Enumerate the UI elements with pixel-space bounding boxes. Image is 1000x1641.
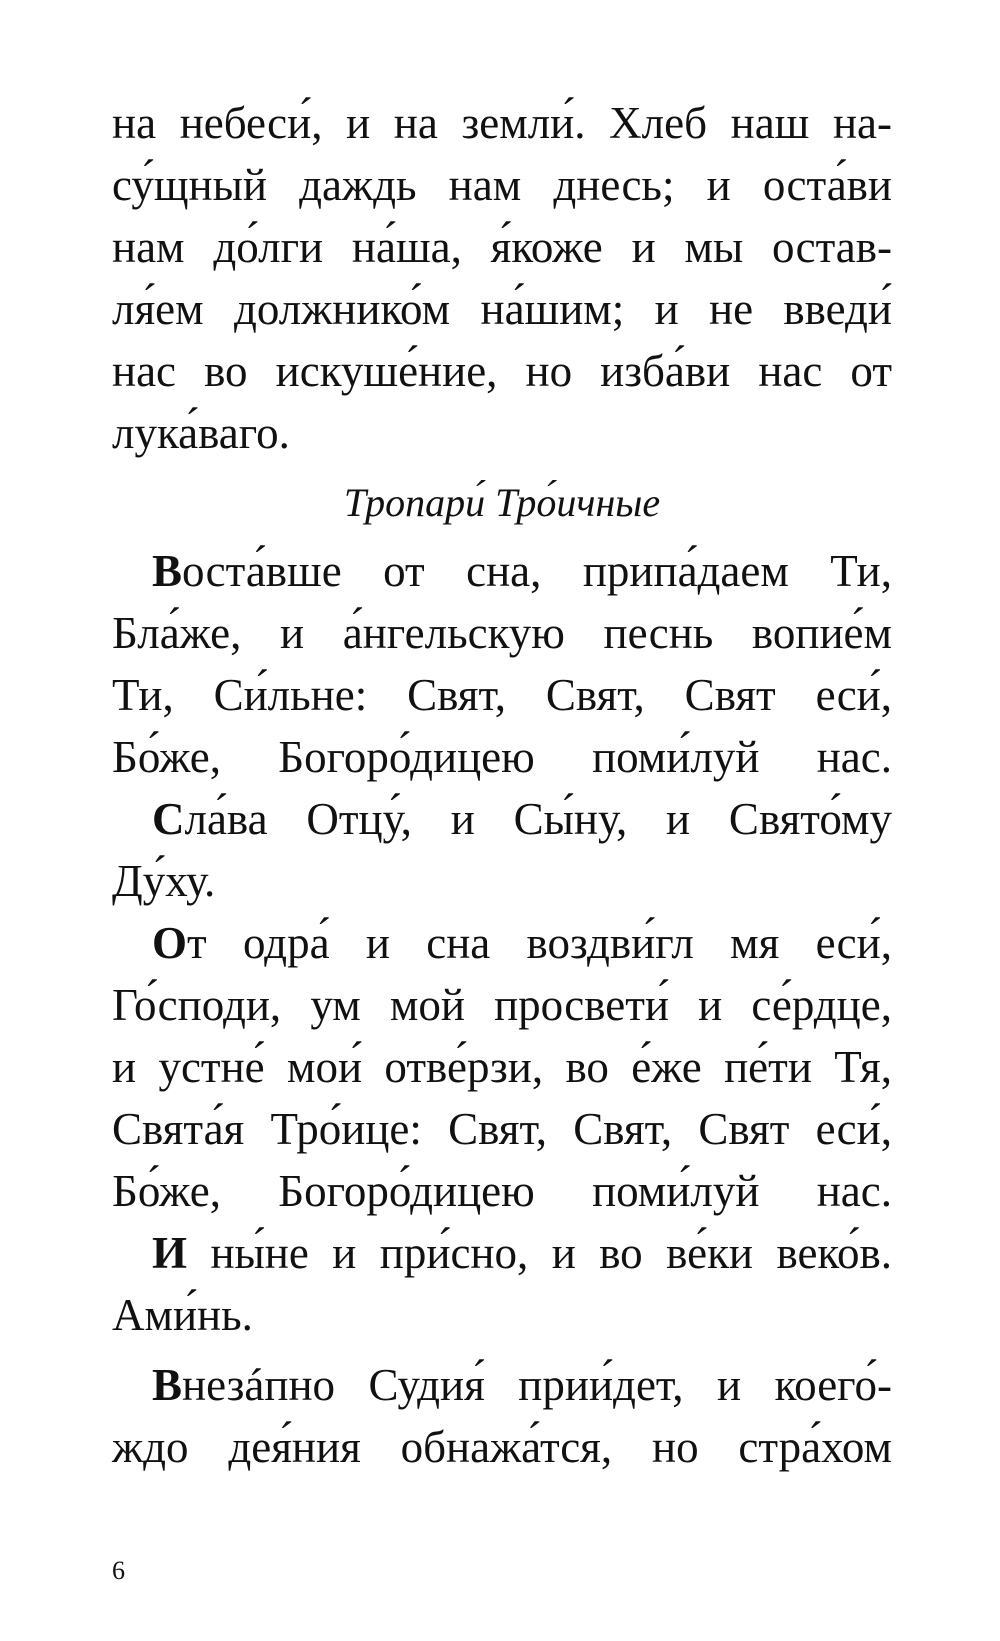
text-line: ждо дея́ния обнажа́тся, но стра́хом [112, 1422, 892, 1472]
text-line [112, 1354, 892, 1416]
text-line [112, 788, 892, 850]
text-line: Бо́же, Богоро́дицею поми́луй нас. [112, 732, 892, 782]
text-line: Ду́ху. [112, 856, 216, 906]
text-line: ля́ем должнико́м на́шим; и не введи́ [112, 284, 892, 334]
text-line: Свята́я Тро́ице: Свят, Свят, Свят еси́, [112, 1104, 892, 1154]
drop-initial: В [152, 546, 183, 596]
troparion-glory [112, 788, 892, 912]
text-line: нам до́лги на́ша, я́коже и мы остав- [112, 222, 892, 272]
troparion-1 [112, 540, 892, 788]
troparion-2 [112, 912, 892, 1222]
text-line [112, 540, 892, 602]
text-line: Ти, Си́льне: Свят, Свят, Свят еси́, [112, 670, 892, 720]
text-line [112, 912, 892, 974]
text-line: Бо́же, Богоро́дицею поми́луй нас. [112, 1166, 892, 1216]
line-rest: незáпно Судия́ прии́дет, и коего́- [182, 1360, 892, 1410]
text-line [112, 1222, 892, 1284]
troparion-now [112, 1222, 892, 1346]
text-line: Ами́нь. [112, 1290, 253, 1340]
drop-initial: О [152, 918, 188, 968]
troparion-3 [112, 1354, 892, 1478]
section-heading: Тропари́ Тро́ичные [343, 480, 661, 525]
drop-initial: В [152, 1360, 183, 1410]
page-text [112, 92, 892, 1478]
text-line: нас во искуше́ние, но изба́ви нас от [112, 346, 892, 396]
text-line: на небеси́, и на земли́. Хлеб наш на- [112, 98, 892, 148]
line-rest: оста́вше от сна, припа́даем Ти, [182, 546, 892, 596]
line-rest: ла́ва Отцу́, и Сы́ну, и Свято́му [184, 794, 892, 844]
text-line: Го́споди, ум мой просвети́ и се́рдце, [112, 980, 892, 1030]
line-rest: т одра́ и сна воздви́гл мя еси́, [187, 918, 892, 968]
text-line: Бла́же, и а́нгельскую песнь вопие́м [112, 608, 892, 658]
drop-initial: С [152, 794, 185, 844]
text-line: су́щный даждь нам днесь; и оста́ви [112, 160, 892, 210]
line-rest: ны́не и при́сно, и во ве́ки веко́в. [187, 1228, 892, 1278]
drop-initial: И [152, 1228, 188, 1278]
text-line: лука́ваго. [112, 408, 290, 458]
text-line: и устне́ мои́ отве́рзи, во е́же пе́ти Тя, [112, 1042, 892, 1092]
lords-prayer-ending [112, 92, 892, 464]
page-number: 6 [112, 1556, 125, 1585]
